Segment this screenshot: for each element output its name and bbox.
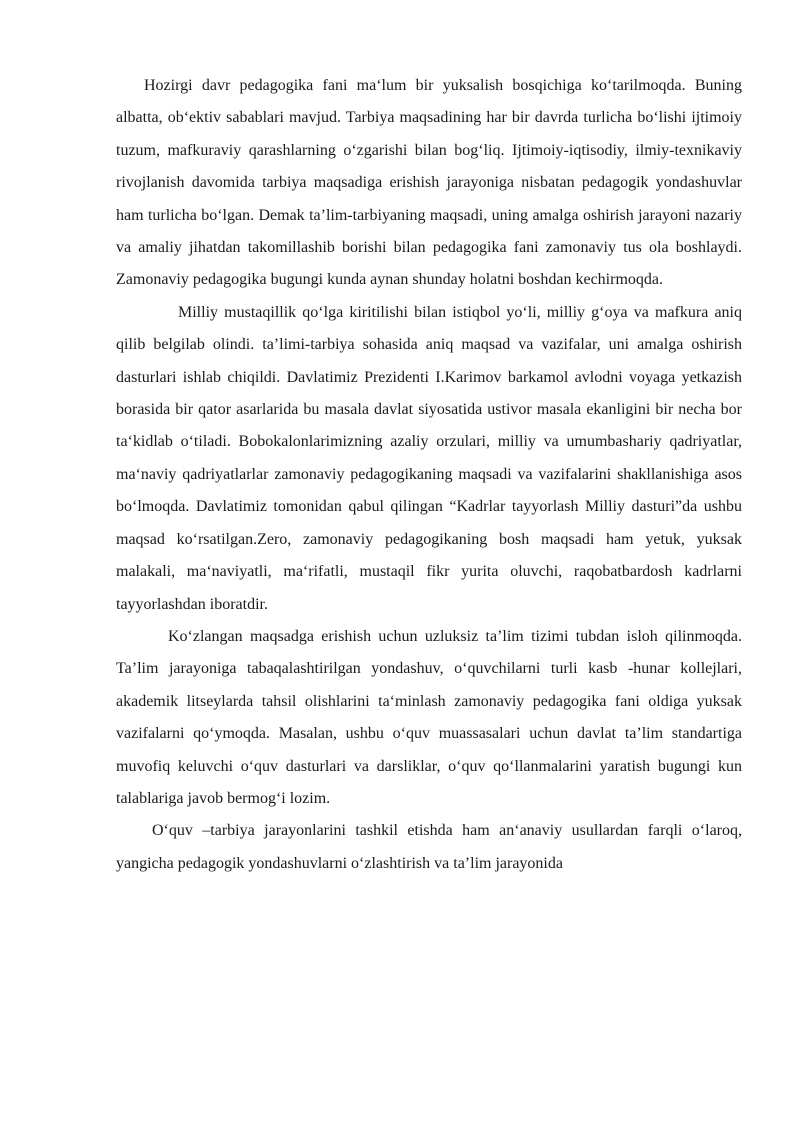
paragraph-2: Milliy mustaqillik qoʻlga kiritilishi bilan istiqbol yoʻli, milliy gʻoya va mafkura aniq qilib belgilab olindi. ta’limi-tarbiya sohasida aniq maqsad va vazifalar, uni amalga oshirish dasturlari ishlab chiqildi. Davlatimiz Prezidenti I.Karimov barkamol avlodni voyaga yetkazish borasida bir qator asarlarida bu masala davlat siyosatida ustivor masala ekanligini bir necha bor taʻkidlab oʻtiladi. Bobokalonlarimizning azaliy orzulari, milliy va umumbashariy qadriyatlar, maʻnaviy qadriyatlarlar zamonaviy pedagogikaning maqsadi va vazifalarini shakllanishiga asos boʻlmoqda. Davlatimiz tomonidan qabul qilingan “Kadrlar tayyorlash Milliy dasturi”da ushbu maqsad koʻrsatilgan.Zero, zamonaviy pedagogikaning bosh maqsadi ham yetuk, yuksak malakali, maʻnaviyatli, maʻrifatli, mustaqil fikr yurita oluvchi, raqobatbardosh kadrlarni tayyorlashdan iboratdir. (116, 303, 742, 613)
paragraph-1: Hozirgi davr pedagogika fani maʻlum bir yuksalish bosqichiga koʻtarilmoqda. Buning albatta, obʻektiv sabablari mavjud. Tarbiya maqsadining har bir davrda turlicha boʻlishi ijtimoiy tuzum, mafkuraviy qarashlarning oʻzgarishi bilan bogʻliq. Ijtimoiy-iqtisodiy, ilmiy-texnikaviy rivojlanish davomida tarbiya maqsadiga erishish jarayoniga nisbatan pedagogik yondashuvlar ham turlicha boʻlgan. Demak ta’lim-tarbiyaning maqsadi, uning amalga oshirish jarayoni nazariy va amaliy jihatdan takomillashib borishi bilan pedagogika fani zamonaviy tus ola boshlaydi. Zamonaviy pedagogika bugungi kunda aynan shunday holatni boshdan kechirmoqda. (116, 77, 742, 289)
document-page (116, 70, 742, 880)
paragraph-4: Oʻquv –tarbiya jarayonlarini tashkil etishda ham anʻanaviy usullardan farqli oʻlaroq, yangicha pedagogik yondashuvlarni oʻzlashtirish va ta’lim jarayonida (116, 822, 742, 872)
paragraph-3: Koʻzlangan maqsadga erishish uchun uzluksiz ta’lim tizimi tubdan isloh qilinmoqda. Ta’lim jarayoniga tabaqalashtirilgan yondashuv, oʻquvchilarni turli kasb -hunar kollejlari, akademik litseylarda tahsil olishlarini taʻminlash zamonaviy pedagogika fani oldiga yuksak vazifalarni qoʻymoqda. Masalan, ushbu oʻquv muassasalari uchun davlat ta’lim standartiga muvofiq keluvchi oʻquv dasturlari va darsliklar, oʻquv qoʻllanmalarini yaratish bugungi kun talablariga javob bermogʻi lozim. (116, 627, 742, 807)
